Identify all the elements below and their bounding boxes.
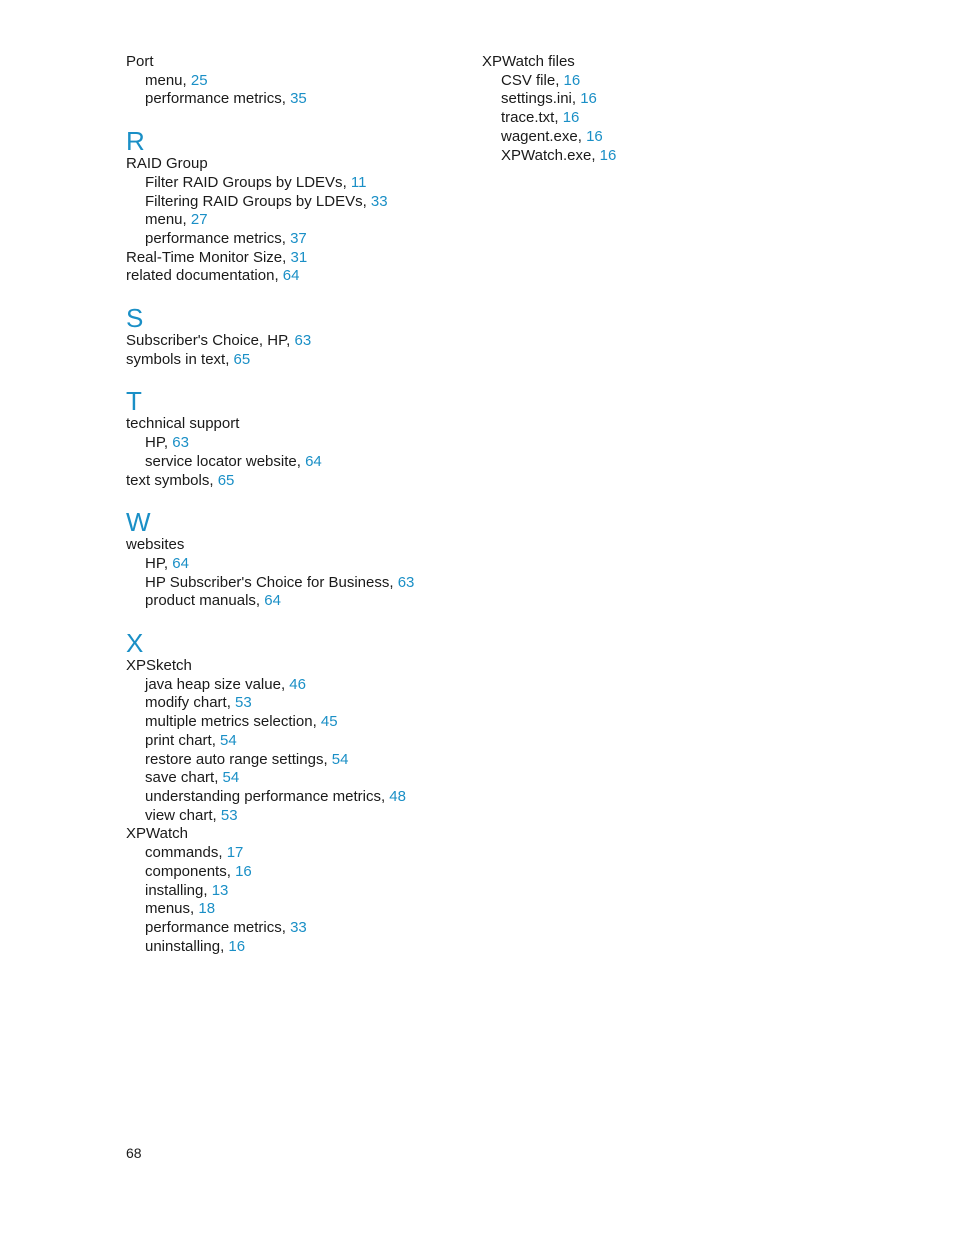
- index-subentry: [126, 751, 466, 770]
- index-term: Real-Time Monitor Size: [126, 248, 283, 266]
- index-subentry: [126, 230, 466, 249]
- index-separator: ,: [225, 350, 234, 368]
- index-page-link[interactable]: 54: [331, 750, 349, 768]
- index-term: components: [145, 862, 227, 880]
- index-term: performance metrics: [145, 90, 282, 108]
- index-separator: ,: [220, 937, 229, 955]
- index-page-link[interactable]: 18: [198, 900, 216, 918]
- index-term: installing: [145, 881, 204, 899]
- index-subentry: [482, 109, 822, 128]
- index-term: HP: [145, 554, 164, 572]
- index-subentry: [126, 72, 466, 91]
- index-page-link[interactable]: 64: [172, 554, 189, 572]
- index-separator: ,: [389, 573, 398, 591]
- index-entry: [482, 53, 822, 72]
- page-number: 68: [126, 1145, 142, 1161]
- index-separator: ,: [255, 592, 265, 610]
- index-separator: ,: [362, 192, 371, 210]
- index-separator: ,: [211, 731, 221, 749]
- index-term: XPWatch: [126, 825, 188, 843]
- index-letter-heading-x: X: [126, 628, 144, 659]
- index-subentry: [482, 90, 822, 109]
- index-entry: [126, 53, 466, 72]
- index-page-link[interactable]: 48: [389, 787, 406, 805]
- index-entry: [126, 332, 466, 351]
- index-subentry: [126, 694, 466, 713]
- index-subentry: [126, 900, 466, 919]
- index-term: HP: [145, 434, 164, 452]
- index-page-link[interactable]: 11: [350, 173, 367, 191]
- index-separator: ,: [203, 881, 212, 899]
- index-term: service locator website: [145, 452, 297, 470]
- index-term: menu: [145, 211, 183, 229]
- index-subentry: [482, 128, 822, 147]
- index-page-link[interactable]: 63: [294, 332, 312, 350]
- index-page-link[interactable]: 45: [320, 713, 338, 731]
- index-term: XPWatch files: [482, 53, 575, 70]
- index-separator: ,: [274, 267, 283, 285]
- index-page-link[interactable]: 16: [586, 127, 603, 145]
- index-separator: ,: [555, 71, 564, 89]
- index-page-link[interactable]: 53: [235, 694, 252, 712]
- index-page-link[interactable]: 53: [220, 806, 238, 824]
- index-separator: ,: [282, 248, 291, 266]
- index-page-link[interactable]: 16: [599, 146, 617, 164]
- index-term: product manuals: [145, 592, 256, 610]
- index-separator: ,: [212, 806, 221, 824]
- index-term: CSV file: [501, 71, 556, 89]
- index-subentry: [126, 90, 466, 109]
- index-term: RAID Group: [126, 155, 208, 173]
- index-separator: ,: [281, 918, 291, 936]
- index-term: understanding performance metrics: [145, 787, 381, 805]
- index-term: performance metrics: [145, 918, 282, 936]
- index-subentry: [126, 807, 466, 826]
- index-subentry: [482, 72, 822, 91]
- index-term: XPWatch.exe: [501, 146, 592, 164]
- index-term: multiple metrics selection: [145, 713, 313, 731]
- index-page-link[interactable]: 37: [290, 229, 307, 247]
- index-term: XPSketch: [126, 657, 192, 675]
- index-term: commands: [145, 844, 219, 862]
- index-term: restore auto range settings: [145, 750, 324, 768]
- index-separator: ,: [342, 173, 351, 191]
- index-separator: ,: [182, 71, 191, 89]
- index-page-link[interactable]: 13: [211, 881, 229, 899]
- index-letter-heading-t: T: [126, 386, 142, 417]
- index-term: related documentation: [126, 267, 275, 285]
- index-term: symbols in text: [126, 350, 226, 368]
- index-separator: ,: [286, 332, 295, 350]
- index-separator: ,: [380, 787, 390, 805]
- index-separator: ,: [554, 109, 563, 127]
- index-entry: [126, 472, 466, 491]
- index-separator: ,: [281, 229, 291, 247]
- index-subentry: [482, 147, 822, 166]
- index-term: java heap size value: [145, 675, 281, 693]
- index-page-link[interactable]: 54: [222, 769, 240, 787]
- index-subentry: [126, 938, 466, 957]
- index-subentry: [126, 844, 466, 863]
- index-page-link[interactable]: 63: [172, 434, 189, 452]
- index-term: modify chart: [145, 694, 227, 712]
- index-page-link[interactable]: 33: [290, 918, 307, 936]
- index-subentry: [126, 555, 466, 574]
- index-subentry: [126, 211, 466, 230]
- index-separator: ,: [190, 900, 199, 918]
- index-page-link[interactable]: 17: [226, 844, 244, 862]
- index-term: save chart: [145, 769, 215, 787]
- index-page-link[interactable]: 16: [580, 90, 597, 108]
- index-term: print chart: [145, 731, 212, 749]
- index-separator: ,: [296, 452, 306, 470]
- index-term: websites: [126, 536, 185, 554]
- index-entry: [126, 825, 466, 844]
- index-page-link[interactable]: 64: [264, 592, 281, 610]
- index-entry: [126, 415, 466, 434]
- index-subentry: [126, 919, 466, 938]
- index-separator: ,: [214, 769, 223, 787]
- index-term: menus: [145, 900, 191, 918]
- index-subentry: [126, 676, 466, 695]
- index-page-link[interactable]: 33: [370, 192, 388, 210]
- index-term: Subscriber's Choice, HP: [126, 332, 287, 350]
- index-letter-heading-s: S: [126, 303, 144, 334]
- index-page-link[interactable]: 31: [290, 248, 308, 266]
- index-subentry: [126, 453, 466, 472]
- index-page-link[interactable]: 46: [289, 675, 306, 693]
- index-letter-heading-r: R: [126, 126, 145, 157]
- index-separator: ,: [182, 211, 191, 229]
- index-separator: ,: [312, 713, 321, 731]
- index-separator: ,: [591, 146, 600, 164]
- index-term: text symbols: [126, 471, 210, 489]
- index-term: settings.ini: [501, 90, 572, 108]
- index-separator: ,: [209, 471, 218, 489]
- index-subentry: [126, 193, 466, 212]
- index-term: Port: [126, 53, 154, 70]
- index-page-link[interactable]: 63: [397, 573, 415, 591]
- index-page-link[interactable]: 25: [190, 71, 208, 89]
- index-subentry: [126, 174, 466, 193]
- index-separator: ,: [163, 434, 173, 452]
- index-separator: ,: [226, 694, 236, 712]
- index-entry: [126, 351, 466, 370]
- index-separator: ,: [281, 90, 291, 108]
- index-term: menu: [145, 71, 183, 89]
- index-separator: ,: [571, 90, 581, 108]
- index-column-left: [126, 53, 466, 956]
- index-subentry: [126, 574, 466, 593]
- index-page-link[interactable]: 64: [282, 267, 300, 285]
- index-subentry: [126, 769, 466, 788]
- index-term: performance metrics: [145, 229, 282, 247]
- index-page-link[interactable]: 16: [563, 71, 581, 89]
- index-term: view chart: [145, 806, 213, 824]
- index-term: technical support: [126, 415, 240, 433]
- index-page-link[interactable]: 65: [217, 471, 235, 489]
- index-term: uninstalling: [145, 937, 221, 955]
- index-term: Filter RAID Groups by LDEVs: [145, 173, 343, 191]
- index-term: Filtering RAID Groups by LDEVs: [145, 192, 363, 210]
- index-subentry: [126, 434, 466, 453]
- index-term: trace.txt: [501, 109, 555, 127]
- index-subentry: [126, 592, 466, 611]
- index-separator: ,: [577, 127, 587, 145]
- index-subentry: [126, 882, 466, 901]
- index-page-link[interactable]: 27: [190, 211, 208, 229]
- index-subentry: [126, 713, 466, 732]
- index-entry: [126, 657, 466, 676]
- index-entry: [126, 267, 466, 286]
- index-separator: ,: [226, 862, 236, 880]
- index-term: HP Subscriber's Choice for Business: [145, 573, 390, 591]
- index-page-link[interactable]: 16: [235, 862, 252, 880]
- index-subentry: [126, 788, 466, 807]
- index-separator: ,: [163, 554, 173, 572]
- index-page-link[interactable]: 35: [290, 90, 307, 108]
- index-separator: ,: [218, 844, 227, 862]
- index-page-link[interactable]: 54: [220, 731, 237, 749]
- index-page-link[interactable]: 16: [228, 937, 246, 955]
- index-entry: [126, 155, 466, 174]
- index-page-link[interactable]: 65: [233, 350, 251, 368]
- index-separator: ,: [323, 750, 332, 768]
- index-page-link[interactable]: 16: [562, 109, 580, 127]
- index-separator: ,: [280, 675, 290, 693]
- index-column-right: [482, 53, 822, 165]
- index-entry: [126, 249, 466, 268]
- index-subentry: [126, 732, 466, 751]
- index-letter-heading-w: W: [126, 507, 151, 538]
- index-entry: [126, 536, 466, 555]
- index-page-link[interactable]: 64: [305, 452, 322, 470]
- index-subentry: [126, 863, 466, 882]
- index-term: wagent.exe: [501, 127, 578, 145]
